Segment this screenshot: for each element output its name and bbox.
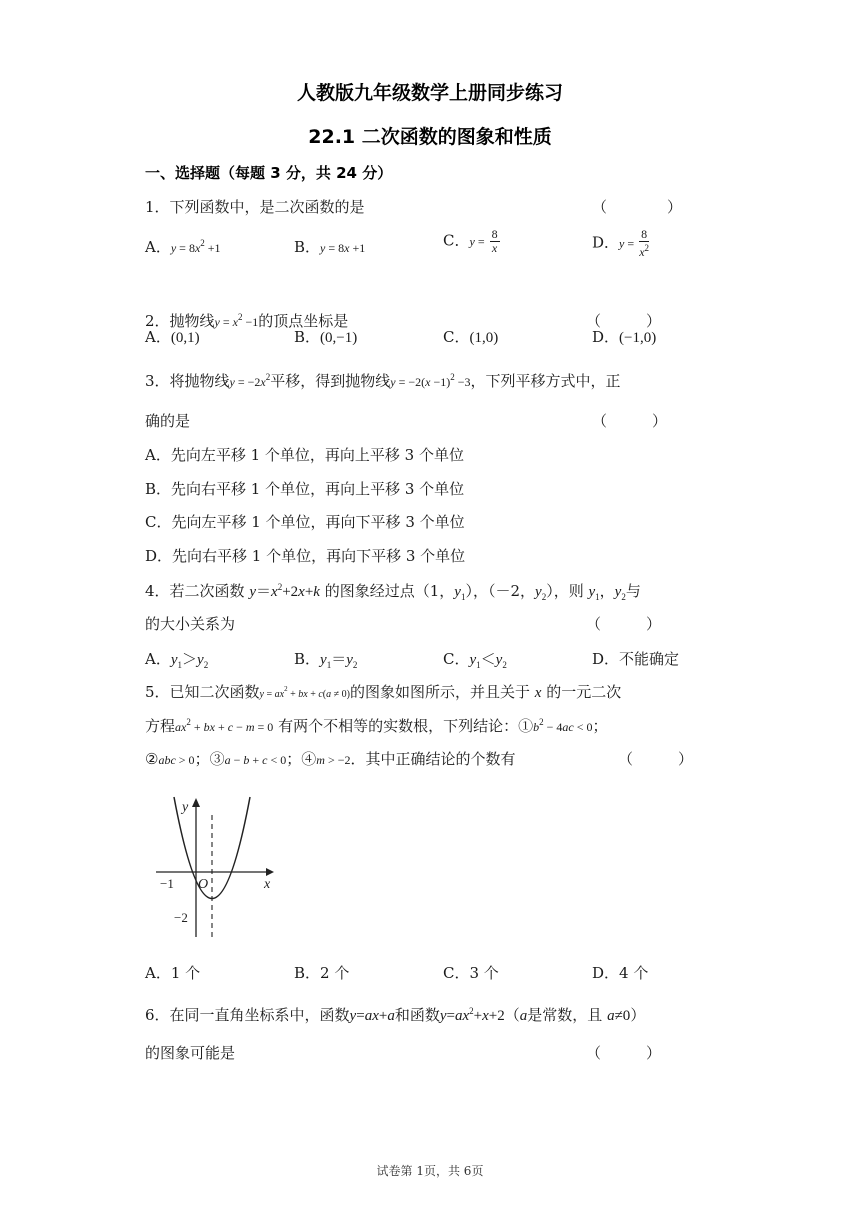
q1-option-b: B．y = 8x +1 [294, 238, 366, 256]
parabola-graph [148, 795, 288, 945]
q3-option-b: B．先向右平移 1 个单位，再向上平移 3 个单位 [145, 480, 465, 498]
y-axis-arrow [192, 798, 200, 807]
q5-option-b: B．2 个 [294, 964, 350, 982]
page-footer: 试卷第 1页，共 6页 [376, 1164, 484, 1178]
question-3-stem-line1: 3．将抛物线$y = -2x^2$平移，得到抛物线$y = -2(x -1)^2 -3$，下列平移方式中，正 [145, 372, 621, 390]
q5-option-a: A．1 个 [145, 964, 201, 982]
q4-option-b: B．$y_1=y_2$ [294, 650, 358, 670]
document-subtitle: 22.1 二次函数的图象和性质 [308, 126, 552, 148]
x-axis-arrow [266, 868, 274, 876]
question-1-stem: 1．下列函数中，是二次函数的是 [145, 198, 365, 216]
question-6-answer-paren: （ ） [586, 1044, 662, 1062]
q3-option-a: A．先向左平移 1 个单位，再向上平移 3 个单位 [145, 446, 464, 464]
q1-option-a: A．$y = 8x^2 +1$ [145, 238, 221, 256]
origin-label: O [198, 877, 209, 892]
q5-option-c: C．3 个 [443, 964, 499, 982]
y-axis-label: y [182, 800, 189, 815]
question-4-stem-line2: 的大小关系为 [145, 615, 236, 633]
question-5-answer-paren: （ ） [618, 750, 694, 768]
question-4-answer-paren: （ ） [586, 615, 662, 633]
q4-option-a: A．$y_1>y_2$ [145, 650, 209, 670]
y-tick-neg2: −2 [174, 910, 188, 925]
question-4-stem-line1: 4．若二次函数 $y=x^2+2x+k$ 的图象经过点（1，$y_1$），（－2，$y_2$），则 $y_1$，$y_2$与 [145, 582, 641, 602]
question-1-answer-paren: （ ） [592, 198, 683, 216]
question-2-stem: 2．抛物线$y = x^2 -1$的顶点坐标是 [145, 312, 349, 330]
question-6-stem-line2: 的图象可能是 [145, 1044, 236, 1062]
question-2-answer-paren: （ ） [586, 312, 662, 330]
q1-option-d: D．y = $\frac{8}{x^2}$ [592, 227, 650, 259]
x-tick-neg1: −1 [160, 876, 174, 891]
section-heading: 一、选择题（每题 3 分，共 24 分） [145, 164, 393, 182]
q2-option-b: B．(0,−1) [294, 328, 358, 346]
q4-option-d: D．不能确定 [592, 650, 680, 668]
q5-option-d: D．4 个 [592, 964, 649, 982]
document-title: 人教版九年级数学上册同步练习 [296, 82, 563, 104]
question-5-stem-line2: 方程$ax^2$ + bx + c − m = 0 有两个不相等的实数根，下列结论：$①b^2 - 4ac < 0$； [145, 717, 608, 735]
q2-option-c: C．(1,0) [443, 328, 499, 346]
q1-option-c: C．y = $\frac{8}{x}$ [443, 227, 498, 255]
question-5-stem-line1: 5．已知二次函数$y = ax^2$ + bx + c(a ≠ 0)的图象如图所示，并且关于 x 的一元二次 [145, 683, 622, 701]
question-5-stem-line3: ②abc > 0；③a − b + c < 0；④m > −2．其中正确结论的个数有 [145, 750, 516, 768]
q2-option-a: A．(0,1) [145, 328, 200, 346]
q4-option-c: C．$y_1<y_2$ [443, 650, 507, 670]
q3-option-d: D．先向右平移 1 个单位，再向下平移 3 个单位 [145, 547, 466, 565]
question-3-stem-line2: 确的是 [145, 412, 191, 430]
x-axis-label: x [264, 877, 271, 892]
question-3-answer-paren: （ ） [592, 412, 668, 430]
q3-option-c: C．先向左平移 1 个单位，再向下平移 3 个单位 [145, 513, 465, 531]
q2-option-d: D．(−1,0) [592, 328, 657, 346]
question-6-stem-line1: 6．在同一直角坐标系中，函数y=ax+a和函数$y=ax^2+x+2(a$是常数，且 a≠0） [145, 1006, 646, 1024]
